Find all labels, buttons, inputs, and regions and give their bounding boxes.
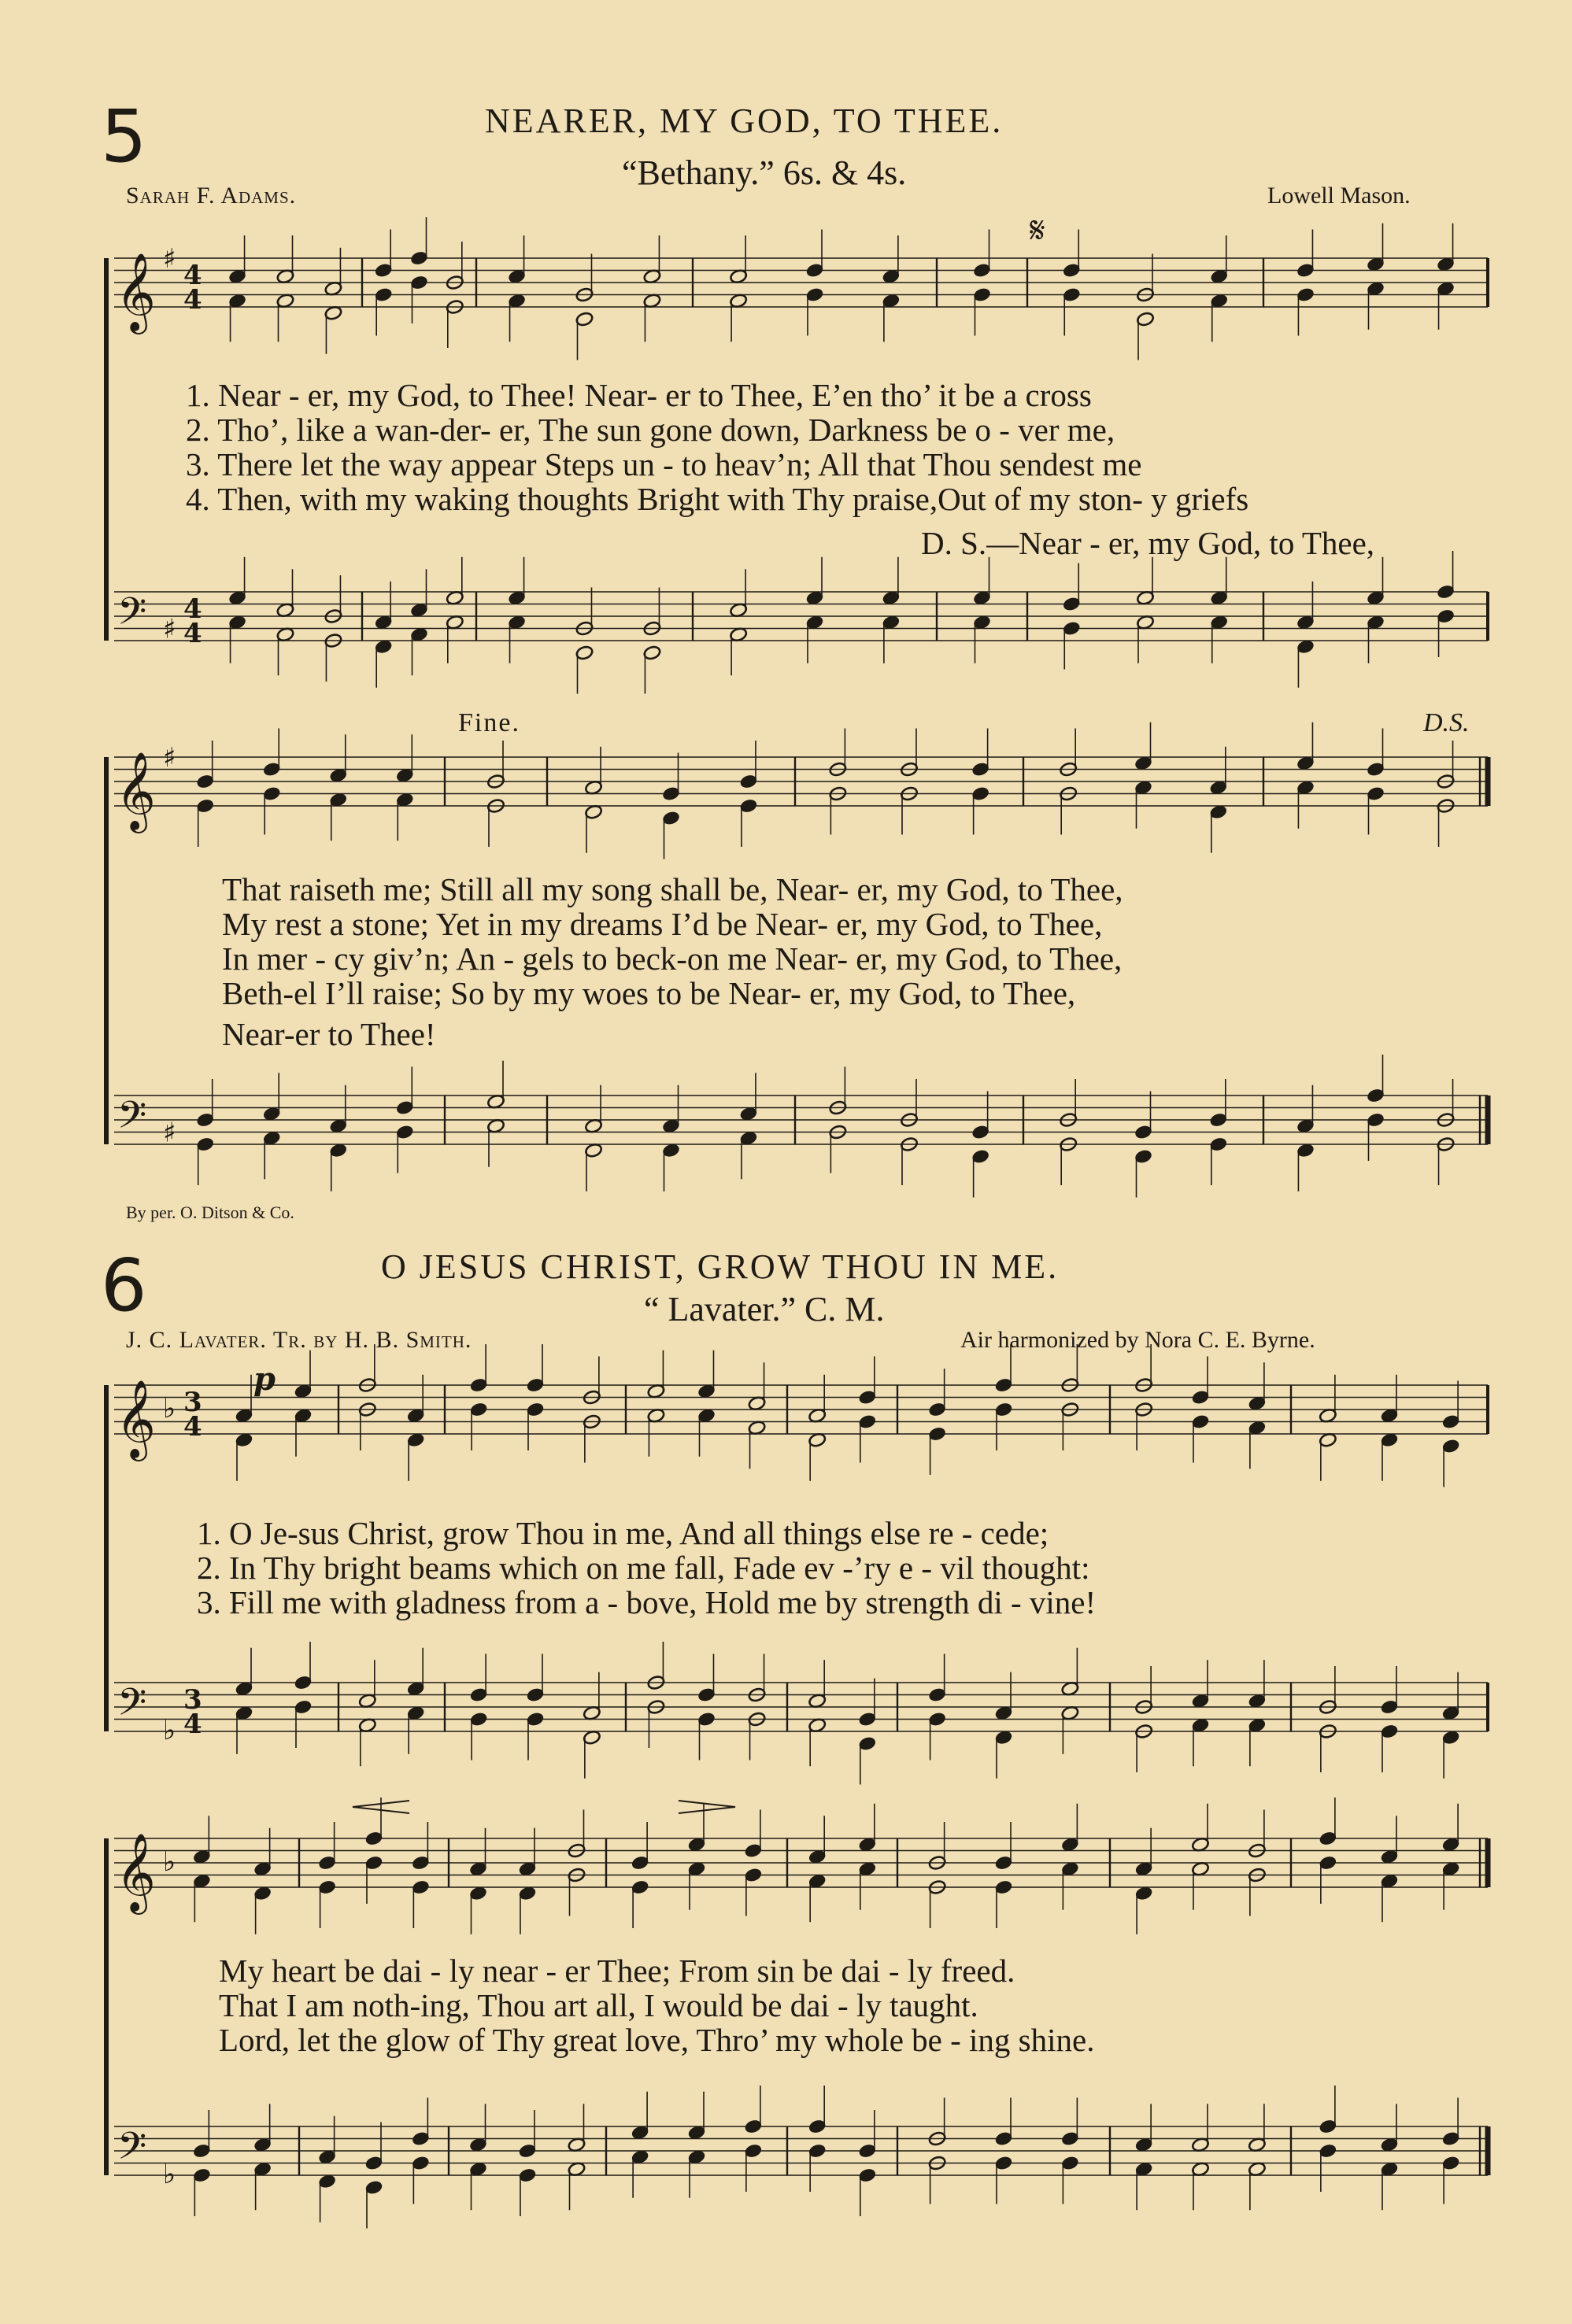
flat-icon: ♭ bbox=[163, 2159, 176, 2190]
hymn-5-tune: “Bethany.” 6s. & 4s. bbox=[622, 153, 907, 192]
treble-clef-icon: 𝄞 bbox=[116, 752, 156, 830]
bass-clef-icon: 𝄢 bbox=[117, 1092, 147, 1147]
sharp-icon: ♯ bbox=[163, 1117, 176, 1149]
time-signature: 4 bbox=[183, 1709, 202, 1740]
bass-clef-icon: 𝄢 bbox=[117, 589, 147, 643]
hymn-6-author: J. C. Lavater. Tr. by H. B. Smith. bbox=[126, 1327, 472, 1353]
bass-clef-icon: 𝄢 bbox=[117, 1679, 147, 1734]
verse-line: That raiseth me; Still all my song shall be, Near- er, my God, to Thee, bbox=[222, 871, 1123, 907]
verse-line: 2. Tho’, like a wan-der- er, The sun gone down, Darkness be o - ver me, bbox=[186, 412, 1115, 448]
hymn-6-tune: “ Lavater.” C. M. bbox=[644, 1290, 885, 1328]
verse-line: In mer - cy giv’n; An - gels to beck-on me Near- er, my God, to Thee, bbox=[222, 940, 1123, 977]
verse-line: 4. Then, with my waking thoughts Bright with Thy praise,Out of my ston- y griefs bbox=[186, 481, 1249, 517]
flat-icon: ♭ bbox=[163, 1846, 176, 1878]
hymn-5-author: Sarah F. Adams. bbox=[126, 183, 297, 209]
time-signature: 3 bbox=[183, 1684, 202, 1716]
treble-clef-icon: 𝄞 bbox=[116, 253, 156, 331]
time-signature: 4 bbox=[183, 284, 202, 316]
copyright-credit: By per. O. Ditson & Co. bbox=[126, 1203, 294, 1222]
verse-line: 3. Fill me with gladness from a - bove, Hold me by strength di - vine! bbox=[197, 1584, 1097, 1620]
time-signature: 3 bbox=[183, 1387, 202, 1418]
flat-icon: ♭ bbox=[163, 1715, 176, 1746]
ds-mark: D.S. bbox=[1423, 708, 1470, 737]
verse-line: 1. Near - er, my God, to Thee! Near- er to Thee, E’en tho’ it be a cross bbox=[186, 377, 1092, 413]
verse-line: That I am noth-ing, Thou art all, I would be dai - ly taught. bbox=[219, 1987, 978, 2023]
time-signature: 4 bbox=[183, 260, 202, 291]
hymn-number-5: 5 bbox=[101, 94, 147, 179]
fine-mark: Fine. bbox=[458, 708, 520, 737]
verse-line: My heart be dai - ly near - er Thee; From sin be dai - ly freed. bbox=[219, 1953, 1015, 1989]
time-signature: 4 bbox=[183, 1411, 202, 1443]
decrescendo-hairpin bbox=[679, 1801, 735, 1813]
hymn-6-arranger: Air harmonized by Nora C. E. Byrne. bbox=[960, 1327, 1315, 1353]
sharp-icon: ♯ bbox=[163, 742, 176, 774]
verse-line: Beth-el I’ll raise; So by my woes to be Near- er, my God, to Thee, bbox=[222, 975, 1076, 1011]
verse-line: Near-er to Thee! bbox=[222, 1016, 436, 1052]
hymn-6-title: O JESUS CHRIST, GROW THOU IN ME. bbox=[381, 1247, 1060, 1286]
time-signature: 4 bbox=[183, 618, 202, 649]
time-signature: 4 bbox=[183, 593, 202, 625]
segno-icon: 𝄋 bbox=[1030, 209, 1045, 251]
verse-line: 1. O Je-sus Christ, grow Thou in me, And all things else re - cede; bbox=[197, 1515, 1049, 1551]
hymn-5-composer: Lowell Mason. bbox=[1267, 183, 1411, 209]
verse-line: 3. There let the way appear Steps un - to heav’n; All that Thou sendest me bbox=[186, 446, 1142, 482]
ds-line: D. S.—Near - er, my God, to Thee, bbox=[921, 525, 1375, 561]
verse-line: My rest a stone; Yet in my dreams I’d be Near- er, my God, to Thee, bbox=[222, 906, 1103, 942]
sharp-icon: ♯ bbox=[163, 243, 176, 275]
hymn-5-title: NEARER, MY GOD, TO THEE. bbox=[485, 102, 1004, 140]
treble-clef-icon: 𝄞 bbox=[116, 1380, 156, 1458]
verse-line: 2. In Thy bright beams which on me fall, Fade ev -’ry e - vil thought: bbox=[197, 1550, 1090, 1586]
verse-line: Lord, let the glow of Thy great love, Thro’ my whole be - ing shine. bbox=[219, 2022, 1095, 2058]
dynamic-piano: p bbox=[253, 1361, 276, 1398]
hymn-number-6: 6 bbox=[101, 1243, 147, 1328]
flat-icon: ♭ bbox=[163, 1393, 176, 1424]
sharp-icon: ♯ bbox=[163, 613, 176, 645]
bass-clef-icon: 𝄢 bbox=[117, 2123, 147, 2178]
treble-clef-icon: 𝄞 bbox=[116, 1833, 156, 1912]
